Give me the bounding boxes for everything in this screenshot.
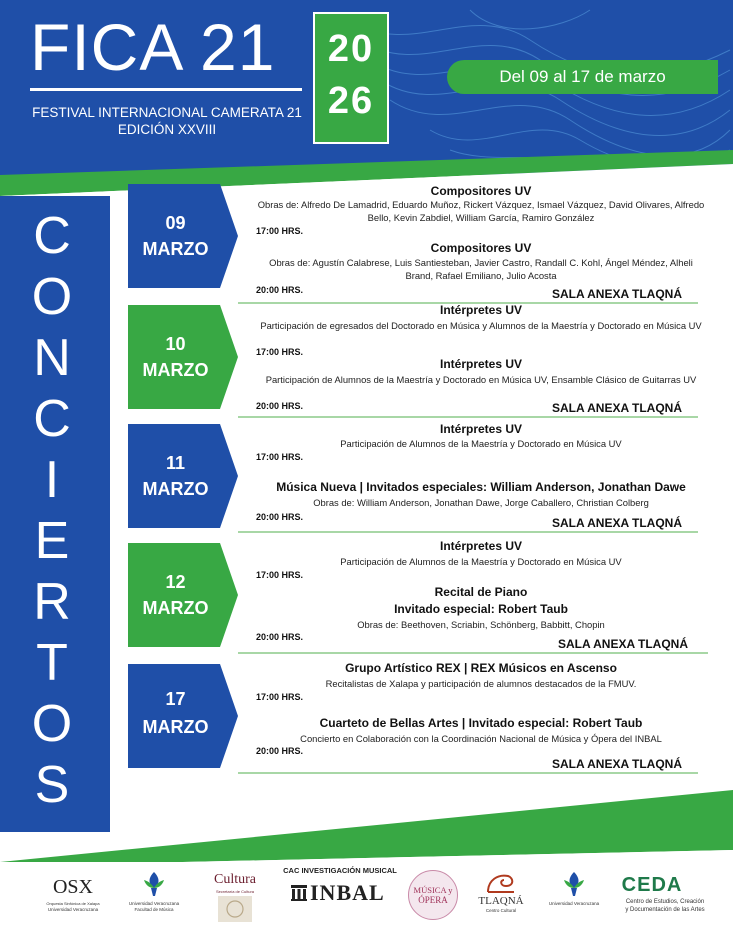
musica-opera-line1: MÚSICA y [413,885,453,895]
date-day: 09 [165,213,186,233]
bottom-green-band [0,780,733,870]
uv-facultad-musica-logo [124,870,184,920]
event-title: Intérpretes UV [439,357,523,371]
venue-label: SALA ANEXA TLAQNÁ [558,637,688,651]
date-day: 10 [165,334,186,354]
date-arrow-09 [128,184,238,288]
vertical-letter: E [34,512,70,570]
event-title: Intérpretes UV [439,539,523,553]
venue-label: SALA ANEXA TLAQNÁ [552,757,682,771]
sponsor-logos [0,862,733,933]
tlaqna-logo-sub: Centro Cultural [485,908,517,913]
event-description: Obras de: William Anderson, Jonathan Dawe, Jorge Caballero, Christian Colberg [313,497,649,508]
event-subtitle: Invitado especial: Robert Taub [394,602,568,616]
date-arrow-12 [128,543,238,647]
event-title: Compositores UV [430,241,532,255]
event-description: Participación de Alumnos de la Maestría y Doctorado en Música UV [340,438,622,449]
event-time: 17:00 HRS. [256,570,304,580]
event-time: 20:00 HRS. [256,512,304,522]
venue-label: SALA ANEXA TLAQNÁ [552,401,682,415]
uv-logo-line1: Universidad Veracruzana [128,901,180,906]
divider-line [238,772,698,774]
festival-logo-title: FICA 21 [30,10,276,84]
event-description: Obras de: Beethoven, Scriabin, Schönberg, Babbitt, Chopin [357,619,605,630]
event-time: 20:00 HRS. [256,746,304,756]
osx-logo-sub2: Universidad Veracruzana [47,907,99,912]
inbal-logo [278,866,402,916]
vertical-letter: T [36,634,68,692]
vertical-letter: C [33,207,71,265]
vertical-letter: N [33,329,71,387]
uv-logo [546,870,602,920]
cultura-logo [204,870,266,926]
cultura-logo-name: Cultura [214,872,256,887]
date-month: MARZO [142,598,209,618]
year-box [313,12,389,144]
ceda-logo-sub2: y Documentación de las Artes [625,907,705,913]
tlaqna-logo-name: TLAQNÁ [478,895,524,907]
event-description: Participación de Alumnos de la Maestría y Doctorado en Música UV, Ensamble Clásico de Guitarras UV [265,374,697,385]
festival-edition: EDICIÓN XXVIII [117,122,217,137]
event-title: Música Nueva | Invitados especiales: William Anderson, Jonathan Dawe [276,480,686,494]
event-description: Obras de: Agustín Calabrese, Luis Santiesteban, Javier Castro, Randall C. Kohl, Ángel Méndez, Alheli Brand, Rafael Emiliano, Julio Acosta [269,257,693,281]
event-time: 17:00 HRS. [256,226,304,236]
ceda-logo [610,872,720,922]
divider-line [238,652,708,654]
vertical-letter: O [31,695,73,753]
cac-heading: CAC INVESTIGACIÓN MUSICAL [283,866,397,875]
event-description: Obras de: Alfredo De Lamadrid, Eduardo Muñoz, Rickert Vázquez, Ismael Vázquez, David Olivares, Alfredo Bello, Kevin Zabdiel, William García, Ramiro González [257,199,705,223]
date-arrow-10 [128,305,238,409]
header-banner [0,0,733,175]
musica-opera-line2: ÓPERA [418,895,448,905]
festival-name: FESTIVAL INTERNACIONAL CAMERATA 21 [32,105,302,120]
divider-line [238,416,698,418]
event-title: Grupo Artístico REX | REX Músicos en Ascenso [345,661,617,675]
vertical-letter: I [44,451,60,509]
conciertos-vertical-bar [0,196,110,832]
event-description: Participación de Alumnos de la Maestría y Doctorado en Música UV [340,556,622,567]
date-month: MARZO [142,360,209,380]
date-month: MARZO [142,717,209,737]
uv-logo-line2: Facultad de Música [134,907,174,912]
event-title: Compositores UV [430,184,532,198]
uv-flower-icon [124,870,184,900]
vertical-letter: S [34,756,70,814]
inbal-columns-icon [290,884,308,902]
osx-logo [38,874,108,919]
cultura-logo-sub: Secretaría de Cultura [215,889,255,894]
ceda-logo-name: CEDA [621,874,683,896]
date-arrow-17 [128,664,238,768]
event-time: 20:00 HRS. [256,632,304,642]
date-day: 11 [165,453,186,473]
tlaqna-logo [474,868,528,922]
date-day: 12 [165,572,186,592]
event-time: 17:00 HRS. [256,452,304,462]
osx-logo-name: OSX [52,876,93,898]
year-top: 20 [327,28,375,70]
title-underline [30,88,302,91]
vertical-letter: R [33,573,71,631]
event-title: Intérpretes UV [439,303,523,317]
event-description: Concierto en Colaboración con la Coordinación Nacional de Música y Ópera del INBAL [300,733,662,744]
date-month: MARZO [142,239,209,259]
event-title: Recital de Piano [434,585,528,599]
tlaqna-shell-icon [486,872,516,894]
event-description: Recitalistas de Xalapa y participación de alumnos destacados de la FMUV. [325,678,637,689]
uv-logo-line1: Universidad Veracruzana [548,901,600,906]
musica-opera-logo [408,870,458,920]
event-description: Participación de egresados del Doctorado en Música y Alumnos de la Maestría y Doctorado en Música UV [260,320,702,331]
venue-label: SALA ANEXA TLAQNÁ [552,287,682,301]
event-time: 20:00 HRS. [256,285,304,295]
date-day: 17 [165,689,186,709]
vertical-letter: C [33,390,71,448]
event-title: Intérpretes UV [439,422,523,436]
event-title: Cuarteto de Bellas Artes | Invitado especial: Robert Taub [319,716,643,730]
event-time: 17:00 HRS. [256,347,304,357]
inbal-logo-name: INBAL [310,880,385,905]
venue-label: SALA ANEXA TLAQNÁ [552,516,682,530]
cultura-emblem-icon [218,896,252,922]
ceda-logo-sub1: Centro de Estudios, Creación [625,899,705,905]
vertical-letter: O [31,268,73,326]
event-time: 20:00 HRS. [256,401,304,411]
event-time: 17:00 HRS. [256,692,304,702]
date-month: MARZO [142,479,209,499]
osx-logo-sub: Orquesta Sinfónica de Xalapa [46,901,100,906]
divider-line [238,531,698,533]
year-bottom: 26 [327,80,375,122]
uv-flower-icon [546,870,602,900]
date-range-pill: Del 09 al 17 de marzo [447,60,718,94]
date-arrow-11 [128,424,238,528]
